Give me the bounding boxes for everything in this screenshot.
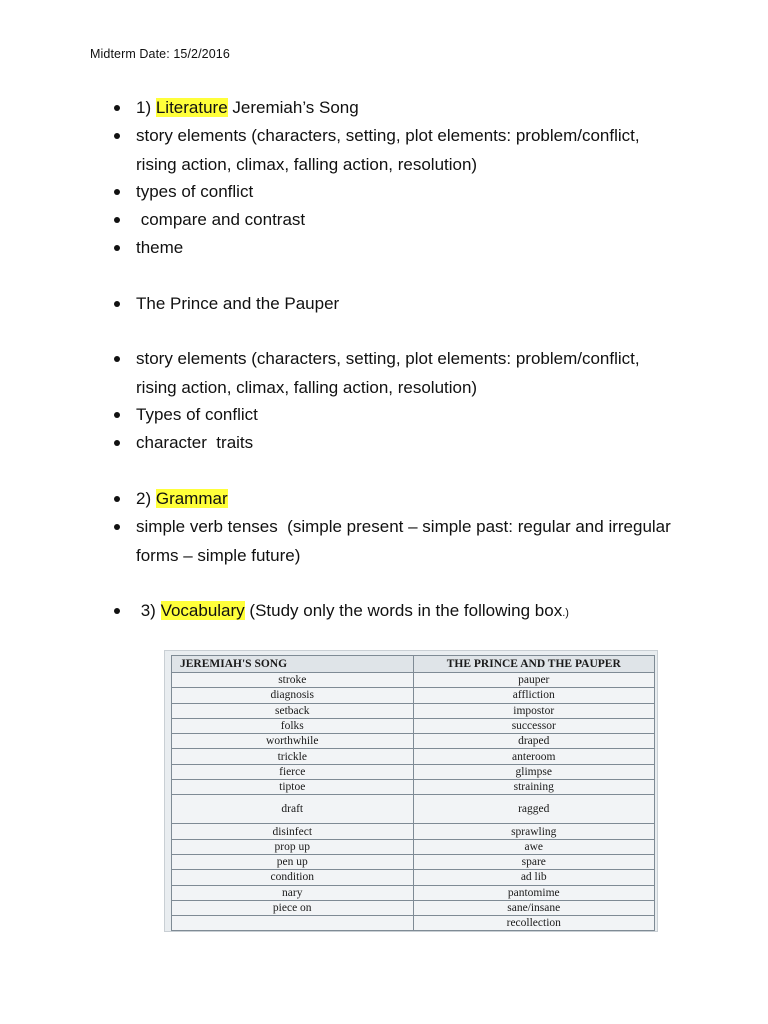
jeremiahs-song-word: nary <box>172 885 414 900</box>
item-text: Jeremiah’s Song <box>227 98 359 117</box>
table-row <box>172 916 655 931</box>
bullet-icon <box>114 217 120 223</box>
list-item <box>114 94 674 123</box>
prince-and-pauper-word: affliction <box>413 688 655 703</box>
jeremiahs-song-word: diagnosis <box>172 688 414 703</box>
item-text: types of conflict <box>136 182 254 201</box>
list-item <box>114 178 674 207</box>
jeremiahs-song-word: condition <box>172 870 414 885</box>
vocabulary-box <box>164 650 658 932</box>
prince-and-pauper-word: spare <box>413 854 655 869</box>
list-item <box>114 345 674 402</box>
bullet-icon <box>114 608 120 614</box>
table-row <box>172 795 655 824</box>
table-row <box>172 688 655 703</box>
item-prefix: 1) <box>136 98 156 117</box>
bullet-icon <box>114 412 120 418</box>
prince-and-pauper-word: successor <box>413 718 655 733</box>
list-item <box>114 485 674 514</box>
jeremiahs-song-word <box>172 916 414 931</box>
jeremiahs-song-word: fierce <box>172 764 414 779</box>
prince-and-pauper-word: anteroom <box>413 749 655 764</box>
prince-and-pauper-word: pantomime <box>413 885 655 900</box>
table-row <box>172 734 655 749</box>
bullet-icon <box>114 133 120 139</box>
item-text: character traits <box>136 433 254 452</box>
item-prefix: 2) <box>136 489 156 508</box>
jeremiahs-song-word: stroke <box>172 673 414 688</box>
list-item <box>114 122 674 179</box>
table-row <box>172 718 655 733</box>
item-text: (Study only the words in the following box <box>244 601 563 620</box>
grammar-heading: Grammar <box>155 489 228 508</box>
table-row <box>172 703 655 718</box>
item-text: Types of conflict <box>136 405 258 424</box>
bullet-icon <box>114 496 120 502</box>
table-row <box>172 870 655 885</box>
prince-and-pauper-word: draped <box>413 734 655 749</box>
table-row <box>172 764 655 779</box>
prince-and-pauper-word: pauper <box>413 673 655 688</box>
list-item <box>114 290 674 319</box>
item-text: The Prince and the Pauper <box>136 294 340 313</box>
table-row <box>172 824 655 839</box>
item-text: compare and contrast <box>136 210 306 229</box>
midterm-date-header: Midterm Date: 15/2/2016 <box>90 47 230 61</box>
vocabulary-table <box>171 655 655 931</box>
prince-and-pauper-word: recollection <box>413 916 655 931</box>
item-prefix: 3) <box>136 601 161 620</box>
column-header-jeremiahs-song: JEREMIAH'S SONG <box>172 656 414 673</box>
list-item <box>114 597 734 628</box>
jeremiahs-song-word: piece on <box>172 900 414 915</box>
jeremiahs-song-word: trickle <box>172 749 414 764</box>
jeremiahs-song-word: pen up <box>172 854 414 869</box>
literature-heading: Literature <box>155 98 228 117</box>
table-row <box>172 673 655 688</box>
prince-and-pauper-word: awe <box>413 839 655 854</box>
jeremiahs-song-word: prop up <box>172 839 414 854</box>
list-item <box>114 234 674 263</box>
table-row <box>172 780 655 795</box>
prince-and-pauper-word: straining <box>413 780 655 795</box>
table-row <box>172 749 655 764</box>
bullet-icon <box>114 189 120 195</box>
item-text: simple verb tenses (simple present – simple past: regular and irregular forms – simple future) <box>136 517 676 565</box>
bullet-icon <box>114 524 120 530</box>
table-header-row <box>172 656 655 673</box>
jeremiahs-song-word: worthwhile <box>172 734 414 749</box>
prince-and-pauper-word: impostor <box>413 703 655 718</box>
jeremiahs-song-word: disinfect <box>172 824 414 839</box>
list-item <box>114 429 674 458</box>
bullet-icon <box>114 245 120 251</box>
item-text: story elements (characters, setting, plot elements: problem/conflict, rising action, climax, falling action, resolution) <box>136 349 640 397</box>
table-row <box>172 900 655 915</box>
jeremiahs-song-word: tiptoe <box>172 780 414 795</box>
table-row <box>172 885 655 900</box>
list-item <box>114 206 674 235</box>
item-tail: .) <box>562 607 569 619</box>
item-text: story elements (characters, setting, plot elements: problem/conflict, rising action, climax, falling action, resolution) <box>136 126 640 174</box>
column-header-prince-and-pauper: THE PRINCE AND THE PAUPER <box>413 656 655 673</box>
prince-and-pauper-word: glimpse <box>413 764 655 779</box>
bullet-icon <box>114 105 120 111</box>
jeremiahs-song-word: folks <box>172 718 414 733</box>
jeremiahs-song-word: setback <box>172 703 414 718</box>
prince-and-pauper-word: sprawling <box>413 824 655 839</box>
vocabulary-heading: Vocabulary <box>160 601 245 620</box>
prince-and-pauper-word: sane/insane <box>413 900 655 915</box>
prince-and-pauper-word: ad lib <box>413 870 655 885</box>
prince-and-pauper-word: ragged <box>413 795 655 824</box>
vocabulary-table-body <box>172 673 655 931</box>
bullet-icon <box>114 356 120 362</box>
item-text: theme <box>136 238 184 257</box>
list-item <box>114 401 674 430</box>
bullet-icon <box>114 301 120 307</box>
bullet-icon <box>114 440 120 446</box>
list-item <box>114 513 674 570</box>
table-row <box>172 839 655 854</box>
table-row <box>172 854 655 869</box>
jeremiahs-song-word: draft <box>172 795 414 824</box>
